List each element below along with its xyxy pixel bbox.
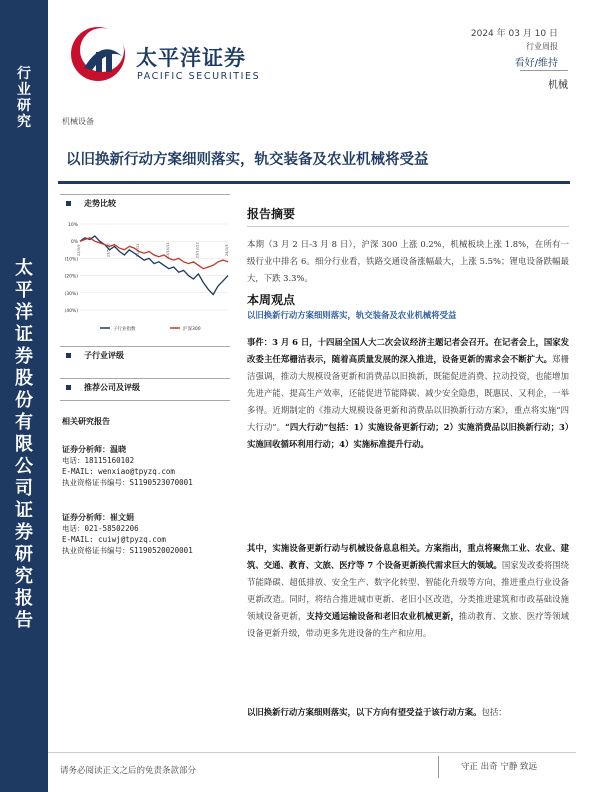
equipment-lead: 其中，实施设备更新行动与机械设备息息相关。方案指出，重点将聚焦工业、农业、建筑、交通、教育、文旅、医疗等 7 个设备更新换代需求巨大的领域。 bbox=[247, 543, 569, 570]
left-rule-3 bbox=[60, 378, 230, 379]
chart-legend-label: 子行业指数 bbox=[113, 327, 136, 332]
footer-rule bbox=[48, 752, 576, 753]
sidebar-org-char: 报 bbox=[15, 588, 33, 609]
sidebar-org-name bbox=[0, 258, 48, 632]
left-rule-4 bbox=[60, 400, 230, 401]
analyst-email[interactable]: E-MAIL: cuiwj@tpyzq.com bbox=[62, 535, 166, 544]
title-underline bbox=[58, 181, 570, 184]
logo-text-en: PACIFIC SECURITIES bbox=[137, 71, 261, 82]
analyst-2 bbox=[62, 512, 193, 556]
sidebar-org-char: 太 bbox=[15, 258, 33, 279]
sidebar-category-char: 究 bbox=[17, 114, 31, 130]
chart-x-tick-label: 24/3/3 bbox=[225, 244, 229, 256]
sidebar-org-char: 究 bbox=[15, 566, 33, 587]
chart-y-tick-label: (10%) bbox=[64, 257, 78, 263]
analyst-email[interactable]: E-MAIL: wenxiao@tpyzq.com bbox=[62, 467, 175, 476]
sidebar-org-char: 平 bbox=[15, 280, 33, 301]
left-rule-2 bbox=[60, 346, 230, 347]
sidebar-org-char: 告 bbox=[15, 610, 33, 631]
analyst-phone: 电话：18115160102 bbox=[62, 456, 135, 465]
abstract-heading: 报告摘要 bbox=[247, 207, 296, 221]
bullet-square bbox=[66, 385, 71, 390]
recommend-label: 推荐公司及评级 bbox=[84, 382, 140, 392]
views-paragraph-3 bbox=[247, 704, 569, 721]
sidebar-category-char: 业 bbox=[17, 82, 31, 98]
disclaimer-note: 请务必阅读正文之后的免责条款部分 bbox=[60, 766, 197, 776]
sidebar-org-char: 券 bbox=[15, 522, 33, 543]
pacific-securities-logo-icon bbox=[62, 18, 132, 88]
analyst-phone: 电话：021-58502206 bbox=[62, 524, 139, 533]
sidebar-org-char: 证 bbox=[15, 500, 33, 521]
chart-y-tick-label: 10% bbox=[67, 223, 78, 228]
sidebar-category-label bbox=[0, 66, 48, 130]
sidebar-org-char: 限 bbox=[15, 434, 33, 455]
four-actions: “四大行动”包括：1）实施设备更新行动；2）实施消费品以旧换新行动；3）实施回收循环利用行动；4）实施标准提升行动。 bbox=[247, 422, 570, 449]
trend-chart bbox=[60, 218, 232, 340]
chart-y-tick-label: (20%) bbox=[64, 274, 78, 280]
left-rule-top bbox=[60, 194, 230, 195]
sidebar-category-char: 行 bbox=[17, 66, 31, 82]
equipment-detail: 国家发改委将围绕节能降碳、超低排放、安全生产、数字化转型、智能化升级等方向，推进重点行业设备更新改造。同时，将结合推进城市更新、老旧小区改造，分类推进建筑和市政基础设施领域设备更新， bbox=[247, 560, 569, 621]
analyst-cert: 执业资格证书编号：S1190520020001 bbox=[62, 546, 193, 555]
bullet-square bbox=[66, 201, 71, 206]
industry-rating: 看好/维持 bbox=[514, 58, 558, 69]
beneficiary-lead: 以旧换新行动方案细则落实，以下方向有望受益于该行动方案。 bbox=[247, 707, 482, 717]
bullet-square bbox=[66, 353, 71, 358]
views-paragraph-1 bbox=[247, 334, 569, 453]
chart-x-tick-label: 23/3/9 bbox=[77, 244, 81, 256]
report-date: 2024 年 03 月 10 日 bbox=[470, 29, 558, 39]
transport-ag-highlight: 支持交通运输设备和老旧农业机械更新， bbox=[306, 611, 459, 621]
sub-rating-label: 子行业评级 bbox=[84, 350, 124, 360]
views-paragraph-2 bbox=[247, 540, 569, 642]
analyst-1 bbox=[62, 444, 193, 488]
chart-y-tick-label: 0% bbox=[70, 240, 78, 246]
views-subtitle: 以旧换新行动方案细则落实，轨交装备及农业机械将受益 bbox=[247, 310, 457, 320]
chart-x-tick-label: 23/7/31 bbox=[136, 243, 141, 258]
report-title: 以旧换新行动方案细则落实，轨交装备及农业机械将受益 bbox=[66, 151, 429, 168]
abstract-text: 本期（3 月 2 日-3 月 8 日），沪深 300 上涨 0.2%，机械板块上涨 1.8%，在所有一级行业中排名 6。细分行业看，铁路交通设备涨幅最大，上涨 5.5%；锂电设备跌幅最大，下跌 3.3%。 bbox=[247, 239, 569, 283]
sidebar-category-char: 研 bbox=[17, 98, 31, 114]
abstract-rule bbox=[247, 226, 569, 227]
industry-name: 机械 bbox=[548, 80, 568, 91]
event-detail: 郑栅洁强调，推动大规模设备更新和消费品以旧换新，既能促进消费、拉动投资，也能增加先进产能、提高生产效率，还能促进节能降碳、减少安全隐患，既惠民、又利企，一举多得。近期制定的《推动大规模设备更新和消费品以旧换新行动方案》，重点将实施“四大行动”。 bbox=[247, 354, 570, 432]
chart-y-tick-label: (30%) bbox=[64, 291, 78, 297]
logo-text-cn: 太平洋证券 bbox=[136, 46, 246, 70]
chart-x-tick-label: 23/12/22 bbox=[195, 242, 200, 259]
analyst-name: 证券分析师：崔文娟 bbox=[62, 512, 134, 522]
sidebar-org-char: 有 bbox=[15, 412, 33, 433]
rating-divider bbox=[520, 70, 568, 71]
sector-label: 机械设备 bbox=[62, 117, 94, 126]
views-heading: 本周观点 bbox=[247, 293, 296, 307]
chart-x-tick-label: 23/10/11 bbox=[165, 242, 170, 259]
related-reports-label: 相关研究报告 bbox=[62, 416, 110, 426]
chart-y-tick-label: (40%) bbox=[64, 309, 78, 314]
chart-x-tick-label: 23/5/20 bbox=[106, 243, 111, 258]
event-lead: 事件：3 月 6 日，十四届全国人大二次会议经济主题记者会召开。在记者会上，国家发改委主任郑栅洁表示，随着高质量发展的深入推进，设备更新的需求会不断扩大。 bbox=[247, 337, 569, 364]
sidebar-org-char: 洋 bbox=[15, 302, 33, 323]
sidebar-org-char: 份 bbox=[15, 390, 33, 411]
report-type: 行业周报 bbox=[526, 42, 558, 51]
sidebar-org-char: 司 bbox=[15, 478, 33, 499]
chart-series-line bbox=[80, 236, 228, 295]
chart-legend-label: 沪深300 bbox=[183, 327, 201, 332]
sidebar-org-char: 证 bbox=[15, 324, 33, 345]
sidebar-org-char: 研 bbox=[15, 544, 33, 565]
trend-label: 走势比较 bbox=[84, 198, 116, 208]
sidebar-org-char: 券 bbox=[15, 346, 33, 367]
beneficiary-tail: 包括： bbox=[481, 707, 507, 717]
analyst-name: 证券分析师：温晓 bbox=[62, 444, 126, 454]
company-motto: 守正 出奇 宁静 致远 bbox=[438, 756, 559, 778]
equipment-tail: 推动教育、文旅、医疗等领域设备更新升级，带动更多先进设备的生产和应用。 bbox=[247, 611, 570, 638]
sidebar-org-char: 股 bbox=[15, 368, 33, 389]
analyst-cert: 执业资格证书编号：S1190523070001 bbox=[62, 478, 193, 487]
sidebar-org-char: 公 bbox=[15, 456, 33, 477]
